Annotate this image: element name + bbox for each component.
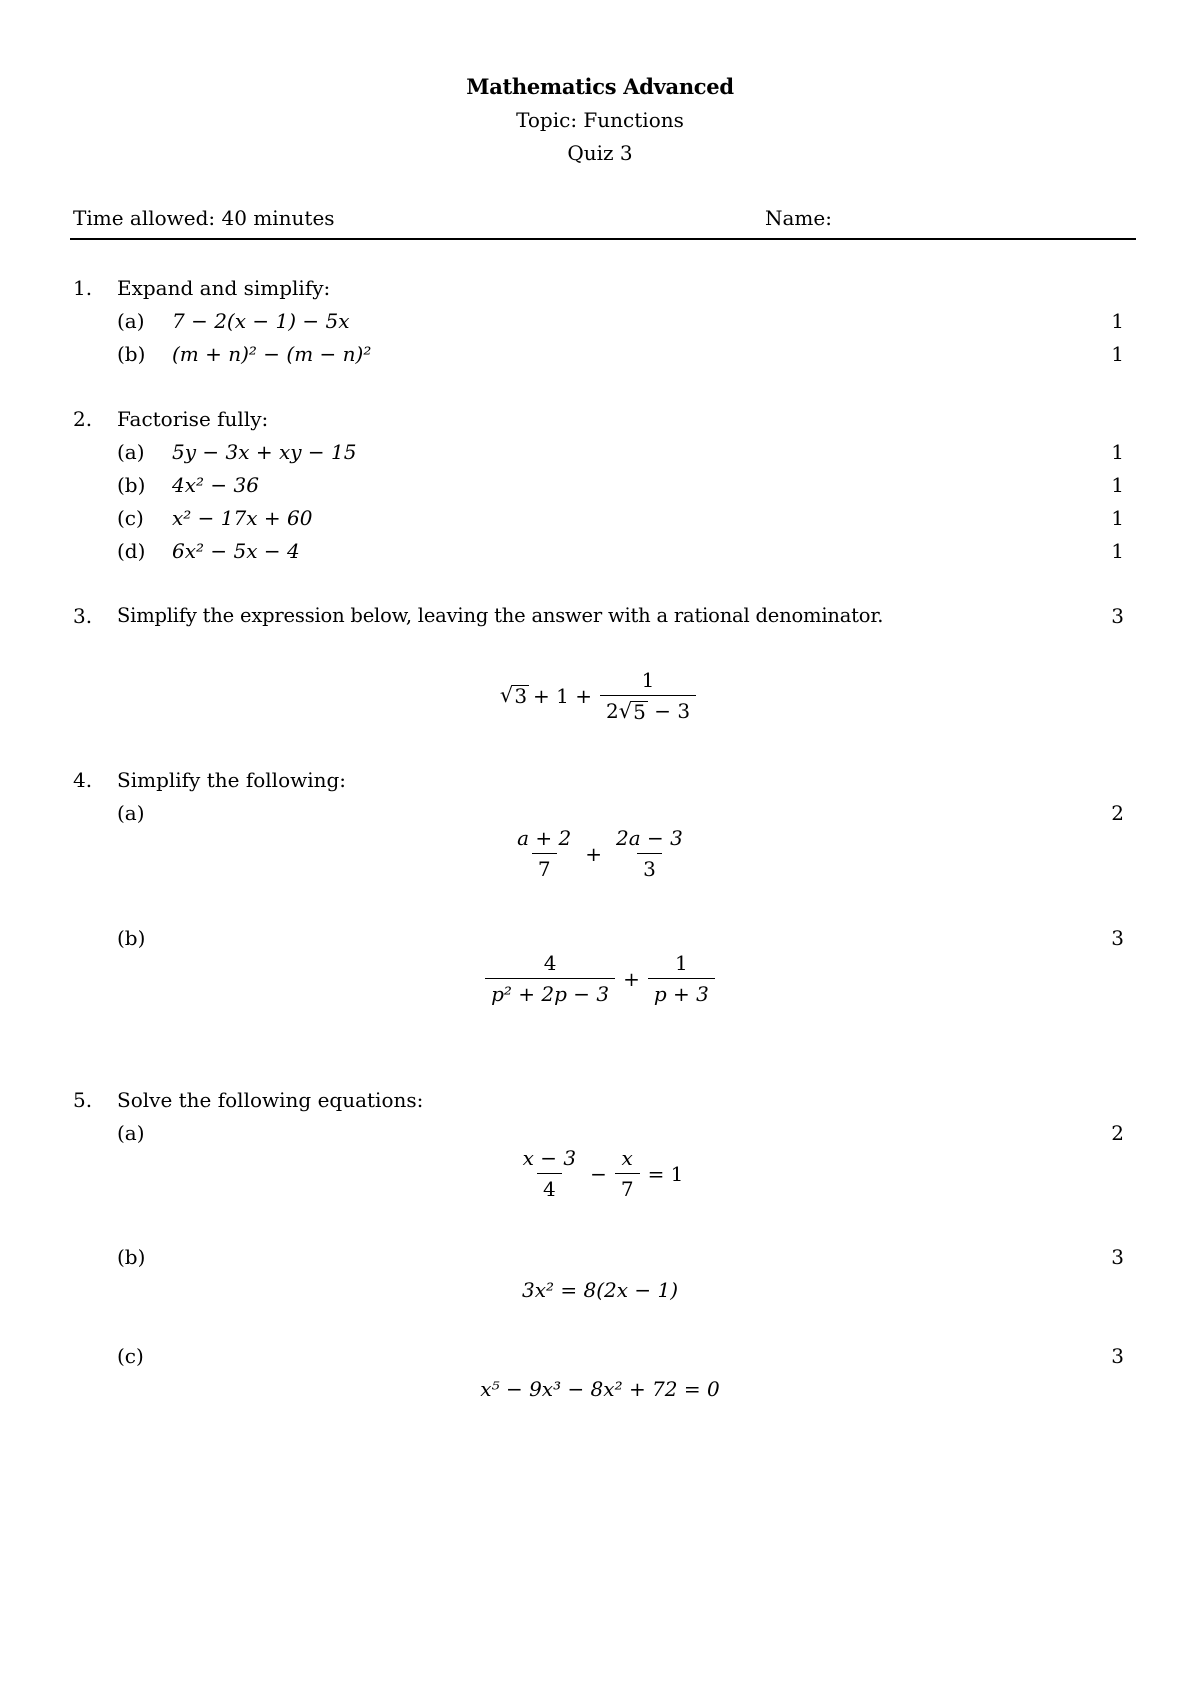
quiz-number: Quiz 3 (567, 141, 633, 165)
q2a-marks: 1 (1111, 440, 1124, 464)
q3-plus-one: + 1 + (533, 683, 593, 708)
q4b-expression: $\frac{4}{\text{p² + 2p − 3}}$ + $\frac{1}{p + 3}$ (0, 951, 1200, 1006)
question-1-prompt: Expand and simplify: (117, 276, 331, 300)
q1a-marks: 1 (1111, 309, 1124, 333)
q5c-label: (c) (117, 1344, 144, 1368)
question-1-number: 1. (73, 276, 93, 300)
q2b-expression: 4x² − 36 (172, 473, 259, 497)
q2b-label: (b) (117, 473, 146, 497)
question-2-prompt: Factorise fully: (117, 407, 269, 431)
name-label: Name: (765, 206, 832, 230)
q2c-expression: x² − 17x + 60 (172, 506, 313, 530)
q5a-label: (a) (117, 1121, 145, 1145)
q5c-expression: x⁵ − 9x³ − 8x² + 72 = 0 (480, 1377, 720, 1401)
sqrt-3: √ 3 (499, 682, 528, 708)
q1b-label: (b) (117, 342, 146, 366)
q1b-expression: (m + n)² − (m − n)² (172, 342, 372, 366)
question-4-prompt: Simplify the following: (117, 768, 347, 792)
question-3-number: 3. (73, 604, 93, 628)
quiz-title: Mathematics Advanced (466, 74, 734, 99)
question-2-number: 2. (73, 407, 93, 431)
q1a-expression: 7 − 2(x − 1) − 5x (172, 309, 350, 333)
q5b-label: (b) (117, 1245, 146, 1269)
q5b-expression: 3x² = 8(2x − 1) (521, 1278, 679, 1302)
header-divider (70, 238, 1136, 240)
q3-expression (0, 668, 1200, 723)
q1b-marks: 1 (1111, 342, 1124, 366)
time-allowed: Time allowed: 40 minutes (73, 206, 335, 230)
q2c-label: (c) (117, 506, 144, 530)
q4a-expression: $\frac{a + 2}{7}$ + $\frac{2a - 3}{3}$ (517, 826, 683, 881)
q2a-label: (a) (117, 440, 145, 464)
q3-fraction: 1 2 √ 5 − 3 (600, 668, 696, 723)
q2d-label: (d) (117, 539, 146, 563)
q2b-marks: 1 (1111, 473, 1124, 497)
q5c-marks: 3 (1111, 1344, 1124, 1368)
q1a-label: (a) (117, 309, 145, 333)
question-5-number: 5. (73, 1088, 93, 1112)
question-3-prompt: Simplify the expression below, leaving the answer with a rational denominator. (117, 604, 884, 627)
q2d-expression: 6x² − 5x − 4 (172, 539, 300, 563)
q5a-expression: $\frac{x - 3}{4}$ − $\frac{x}{7}$ = 1 (522, 1146, 684, 1201)
question-4-number: 4. (73, 768, 93, 792)
q2c-marks: 1 (1111, 506, 1124, 530)
q4b-label: (b) (117, 926, 146, 950)
q2d-marks: 1 (1111, 539, 1124, 563)
quiz-topic: Topic: Functions (516, 108, 684, 132)
q5a-marks: 2 (1111, 1121, 1124, 1145)
q4b-marks: 3 (1111, 926, 1124, 950)
q3-marks: 3 (1111, 604, 1124, 628)
q2a-expression: 5y − 3x + xy − 15 (172, 440, 357, 464)
question-5-prompt: Solve the following equations: (117, 1088, 424, 1112)
q4a-marks: 2 (1111, 801, 1124, 825)
q4a-label: (a) (117, 801, 145, 825)
q5b-marks: 3 (1111, 1245, 1124, 1269)
